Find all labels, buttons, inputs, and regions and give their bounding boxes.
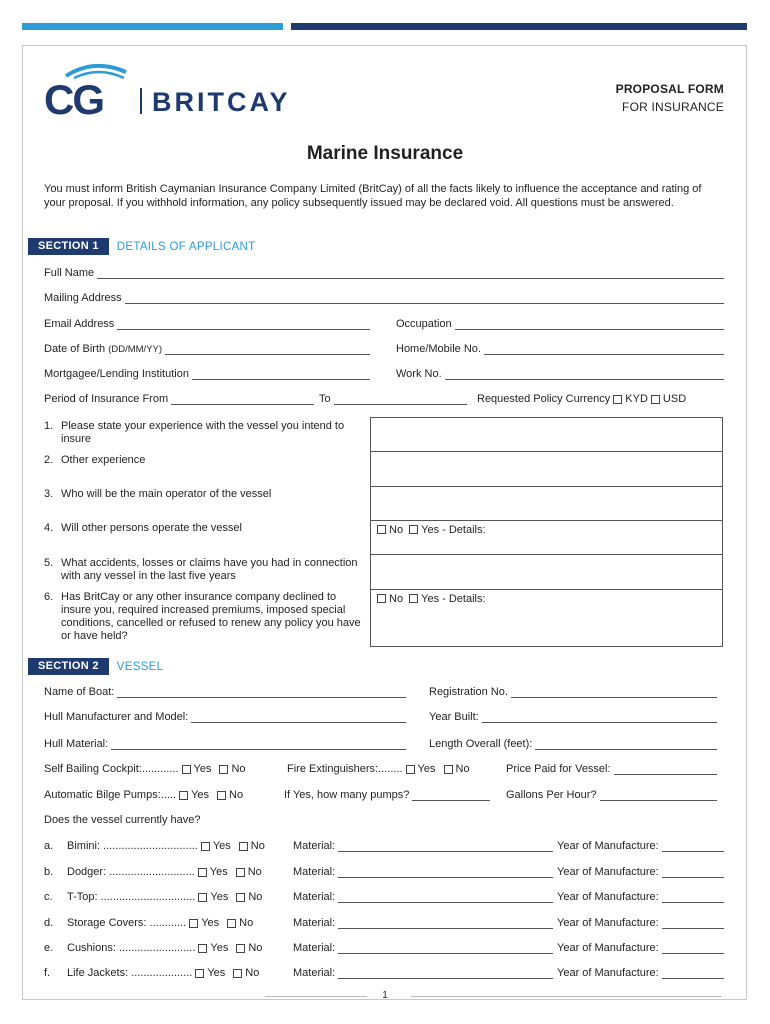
answer-box-6[interactable] [370, 589, 723, 647]
answer-box-2[interactable] [370, 451, 723, 487]
length-overall-label: Length Overall (feet): [429, 738, 533, 750]
section-1-title: DETAILS OF APPLICANT [116, 240, 256, 253]
equipment-letter: f. [44, 967, 51, 979]
form-sublabel: FOR INSURANCE [622, 100, 724, 114]
equipment-material-line[interactable] [338, 968, 553, 979]
fire-ext-no-label: No [455, 763, 470, 775]
section-2-header [28, 658, 163, 675]
equipment-item [44, 915, 284, 929]
q6-yes-checkbox[interactable] [409, 594, 418, 603]
equipment-label: Life Jackets: .................... [67, 967, 193, 979]
question-3-number: 3. [44, 488, 54, 500]
occupation-label: Occupation [396, 318, 452, 330]
equipment-no-label: No [239, 917, 254, 929]
page-number: 1 [382, 990, 388, 1001]
equipment-no-label: No [247, 866, 262, 878]
equipment-no-checkbox[interactable] [239, 842, 248, 851]
equipment-label: Dodger: ............................ [67, 866, 195, 878]
equipment-material-field[interactable] [293, 915, 553, 929]
year-built-line[interactable] [482, 712, 717, 723]
home-mobile-line[interactable] [484, 344, 724, 355]
intro-paragraph: You must inform British Caymanian Insurance Company Limited (BritCay) of all the facts likely to influence the acceptance and rating of your proposal. If you withhold information, any policy subsequently issued may be declared void. All questions must be answered. [44, 183, 702, 209]
equipment-no-label: No [248, 891, 263, 903]
equipment-material-label: Material: [293, 866, 336, 878]
form-label: PROPOSAL FORM [615, 82, 724, 96]
fire-ext-yes-label: Yes [417, 763, 436, 775]
hull-material-label: Hull Material: [44, 738, 109, 750]
equipment-year-line[interactable] [662, 867, 724, 878]
how-many-pumps-line[interactable] [412, 790, 490, 801]
question-4-number: 4. [44, 522, 54, 534]
mailing-address-line[interactable] [125, 293, 724, 304]
equipment-no-checkbox[interactable] [236, 944, 245, 953]
full-name-line[interactable] [97, 268, 724, 279]
dob-field[interactable] [44, 341, 370, 355]
mortgagee-label: Mortgagee/Lending Institution [44, 368, 189, 380]
equipment-item [44, 838, 284, 852]
equipment-label: Cushions: ......................... [67, 942, 196, 954]
equipment-yes-checkbox[interactable] [198, 893, 207, 902]
self-bailing-yes-checkbox[interactable] [182, 765, 191, 774]
equipment-material-label: Material: [293, 840, 336, 852]
equipment-year-label: Year of Manufacture: [557, 942, 659, 954]
equipment-material-line[interactable] [338, 918, 553, 929]
question-2-number: 2. [44, 454, 54, 466]
logo-name: BRITCAY [152, 87, 291, 117]
section-1-tag: SECTION 1 [28, 238, 109, 255]
answer-box-1[interactable] [370, 417, 723, 452]
length-overall-line[interactable] [535, 739, 717, 750]
self-bailing-label: Self Bailing Cockpit:............ [44, 763, 179, 775]
equipment-year-label: Year of Manufacture: [557, 866, 659, 878]
fire-extinguishers-field [287, 761, 502, 775]
equipment-no-label: No [250, 840, 265, 852]
price-paid-field[interactable] [506, 761, 717, 775]
bilge-yes-label: Yes [191, 789, 210, 801]
period-from-line[interactable] [171, 394, 314, 405]
self-bailing-no-label: No [231, 763, 246, 775]
currency-field [477, 391, 727, 405]
equipment-item [44, 940, 284, 954]
equipment-material-line[interactable] [338, 867, 553, 878]
top-accent-bar-blue [22, 23, 283, 30]
hull-material-line[interactable] [111, 739, 406, 750]
usd-label: USD [662, 393, 687, 405]
mailing-address-label: Mailing Address [44, 292, 122, 304]
question-5-number: 5. [44, 557, 54, 569]
work-no-line[interactable] [445, 369, 724, 380]
q4-yes-label: Yes - Details: [421, 524, 486, 536]
equipment-item [44, 965, 284, 979]
email-line[interactable] [117, 319, 370, 330]
hull-manufacturer-label: Hull Manufacturer and Model: [44, 711, 189, 723]
equipment-no-label: No [248, 942, 263, 954]
gph-line[interactable] [600, 790, 718, 801]
top-accent-bar-navy [291, 23, 747, 30]
answer-box-5[interactable] [370, 554, 723, 590]
equipment-yes-label: Yes [210, 942, 229, 954]
full-name-field[interactable] [44, 265, 724, 279]
equipment-year-field[interactable] [557, 965, 724, 979]
equipment-year-field[interactable] [557, 838, 724, 852]
full-name-label: Full Name [44, 267, 95, 279]
kyd-checkbox[interactable] [613, 395, 622, 404]
home-mobile-field[interactable] [396, 341, 724, 355]
equipment-material-label: Material: [293, 967, 336, 979]
equipment-material-line[interactable] [338, 943, 553, 954]
equipment-material-label: Material: [293, 942, 336, 954]
equipment-item [44, 889, 284, 903]
equipment-letter: d. [44, 917, 54, 929]
dob-format: (DD/MM/YY) [108, 344, 163, 355]
price-paid-line[interactable] [614, 764, 717, 775]
boat-name-line[interactable] [117, 687, 406, 698]
self-bailing-field [44, 761, 279, 775]
length-overall-field[interactable] [429, 736, 717, 750]
occupation-line[interactable] [455, 319, 724, 330]
equipment-yes-checkbox[interactable] [198, 944, 207, 953]
email-label: Email Address [44, 318, 115, 330]
hull-manufacturer-line[interactable] [191, 712, 406, 723]
question-4 [44, 522, 362, 535]
equipment-yes-checkbox[interactable] [195, 969, 204, 978]
how-many-pumps-label: If Yes, how many pumps? [284, 789, 410, 801]
equipment-year-field[interactable] [557, 889, 724, 903]
mortgagee-field[interactable] [44, 366, 370, 380]
equipment-year-line[interactable] [662, 918, 724, 929]
question-5-text: What accidents, losses or claims have you had in connection with any vessel in the last five years [61, 557, 358, 582]
question-2 [44, 454, 362, 467]
equipment-yes-label: Yes [210, 891, 229, 903]
form-header [616, 82, 724, 114]
q4-no-checkbox[interactable] [377, 525, 386, 534]
mailing-address-field[interactable] [44, 290, 724, 304]
year-built-field[interactable] [429, 709, 717, 723]
equipment-yes-checkbox[interactable] [201, 842, 210, 851]
q6-no-checkbox[interactable] [377, 594, 386, 603]
question-6-text: Has BritCay or any other insurance company declined to insure you, required increased premiums, imposed special conditions, cancelled or refused to renew any policy you have or have held? [61, 591, 361, 642]
answer-box-4[interactable] [370, 520, 723, 555]
bilge-no-label: No [229, 789, 244, 801]
bilge-no-checkbox[interactable] [217, 791, 226, 800]
equipment-letter: b. [44, 866, 54, 878]
dob-line[interactable] [165, 344, 370, 355]
equipment-year-label: Year of Manufacture: [557, 917, 659, 929]
period-to-field[interactable] [319, 391, 467, 405]
equipment-material-label: Material: [293, 891, 336, 903]
registration-label: Registration No. [429, 686, 508, 698]
question-5 [44, 557, 362, 583]
equipment-material-label: Material: [293, 917, 336, 929]
equipment-letter: c. [44, 891, 53, 903]
equipment-year-line[interactable] [662, 943, 724, 954]
equipment-year-line[interactable] [662, 968, 724, 979]
currently-have-label: Does the vessel currently have? [44, 814, 201, 826]
equipment-year-label: Year of Manufacture: [557, 891, 659, 903]
equipment-material-field[interactable] [293, 889, 553, 903]
equipment-year-field[interactable] [557, 915, 724, 929]
occupation-field[interactable] [396, 316, 724, 330]
year-built-label: Year Built: [429, 711, 479, 723]
equipment-material-line[interactable] [338, 841, 553, 852]
equipment-item [44, 864, 284, 878]
equipment-year-line[interactable] [662, 892, 724, 903]
equipment-no-checkbox[interactable] [236, 893, 245, 902]
question-1-number: 1. [44, 420, 54, 432]
equipment-year-field[interactable] [557, 940, 724, 954]
mortgagee-line[interactable] [192, 369, 370, 380]
dob-label: Date of Birth [44, 343, 106, 355]
question-1-text: Please state your experience with the vessel you intend to insure [61, 420, 345, 445]
question-2-text: Other experience [61, 454, 146, 466]
registration-field[interactable] [429, 684, 717, 698]
equipment-year-line[interactable] [662, 841, 724, 852]
equipment-label: Bimini: ............................... [67, 840, 198, 852]
equipment-year-label: Year of Manufacture: [557, 967, 659, 979]
kyd-label: KYD [625, 393, 648, 405]
equipment-material-field[interactable] [293, 965, 553, 979]
work-no-field[interactable] [396, 366, 724, 380]
hull-manufacturer-field[interactable] [44, 709, 406, 723]
logo-mark: CG [44, 76, 103, 120]
equipment-letter: e. [44, 942, 54, 954]
equipment-no-label: No [245, 967, 260, 979]
period-to-line[interactable] [334, 394, 467, 405]
currently-have-heading [44, 812, 344, 826]
section-2-tag: SECTION 2 [28, 658, 109, 675]
fire-extinguishers-label: Fire Extinguishers:........ [287, 763, 403, 775]
equipment-material-field[interactable] [293, 940, 553, 954]
equipment-no-checkbox[interactable] [236, 868, 245, 877]
period-from-label: Period of Insurance From [44, 393, 169, 405]
q6-no-label: No [389, 593, 404, 605]
bilge-pumps-label: Automatic Bilge Pumps:..... [44, 789, 177, 801]
boat-name-label: Name of Boat: [44, 686, 115, 698]
equipment-label: Storage Covers: ............ [67, 917, 187, 929]
equipment-year-field[interactable] [557, 864, 724, 878]
equipment-yes-label: Yes [212, 840, 231, 852]
equipment-no-checkbox[interactable] [233, 969, 242, 978]
currency-label: Requested Policy Currency [477, 393, 611, 405]
gph-field[interactable] [506, 787, 717, 801]
email-field[interactable] [44, 316, 370, 330]
equipment-letter: a. [44, 840, 54, 852]
equipment-yes-checkbox[interactable] [198, 868, 207, 877]
work-no-label: Work No. [396, 368, 442, 380]
gph-label: Gallons Per Hour? [506, 789, 597, 801]
question-6 [44, 591, 362, 643]
bilge-yes-checkbox[interactable] [179, 791, 188, 800]
section-1-header [28, 238, 256, 255]
q4-yes-checkbox[interactable] [409, 525, 418, 534]
equipment-material-line[interactable] [338, 892, 553, 903]
hull-material-field[interactable] [44, 736, 406, 750]
period-to-label: To [319, 393, 331, 405]
period-from-field[interactable] [44, 391, 314, 405]
question-1 [44, 420, 362, 446]
question-6-number: 6. [44, 591, 54, 603]
equipment-label: T-Top: ............................... [67, 891, 196, 903]
section-2-title: VESSEL [116, 660, 164, 673]
equipment-year-label: Year of Manufacture: [557, 840, 659, 852]
equipment-no-checkbox[interactable] [227, 919, 236, 928]
question-3-text: Who will be the main operator of the vessel [61, 488, 272, 500]
q4-no-label: No [389, 524, 404, 536]
equipment-material-field[interactable] [293, 838, 553, 852]
equipment-yes-checkbox[interactable] [189, 919, 198, 928]
fire-ext-no-checkbox[interactable] [444, 765, 453, 774]
usd-checkbox[interactable] [651, 395, 660, 404]
self-bailing-yes-label: Yes [193, 763, 212, 775]
q6-yes-label: Yes - Details: [421, 593, 486, 605]
britcay-logo [44, 64, 334, 120]
question-4-text: Will other persons operate the vessel [61, 522, 242, 534]
document-title: Marine Insurance [306, 143, 464, 164]
registration-line[interactable] [511, 687, 717, 698]
self-bailing-no-checkbox[interactable] [219, 765, 228, 774]
bilge-pumps-field [44, 787, 279, 801]
equipment-material-field[interactable] [293, 864, 553, 878]
question-3 [44, 488, 362, 501]
equipment-yes-label: Yes [201, 917, 220, 929]
equipment-yes-label: Yes [209, 866, 228, 878]
home-mobile-label: Home/Mobile No. [396, 343, 481, 355]
equipment-yes-label: Yes [207, 967, 226, 979]
fire-ext-yes-checkbox[interactable] [406, 765, 415, 774]
boat-name-field[interactable] [44, 684, 406, 698]
price-paid-label: Price Paid for Vessel: [506, 763, 611, 775]
answer-box-3[interactable] [370, 486, 723, 521]
how-many-pumps-field[interactable] [284, 787, 490, 801]
